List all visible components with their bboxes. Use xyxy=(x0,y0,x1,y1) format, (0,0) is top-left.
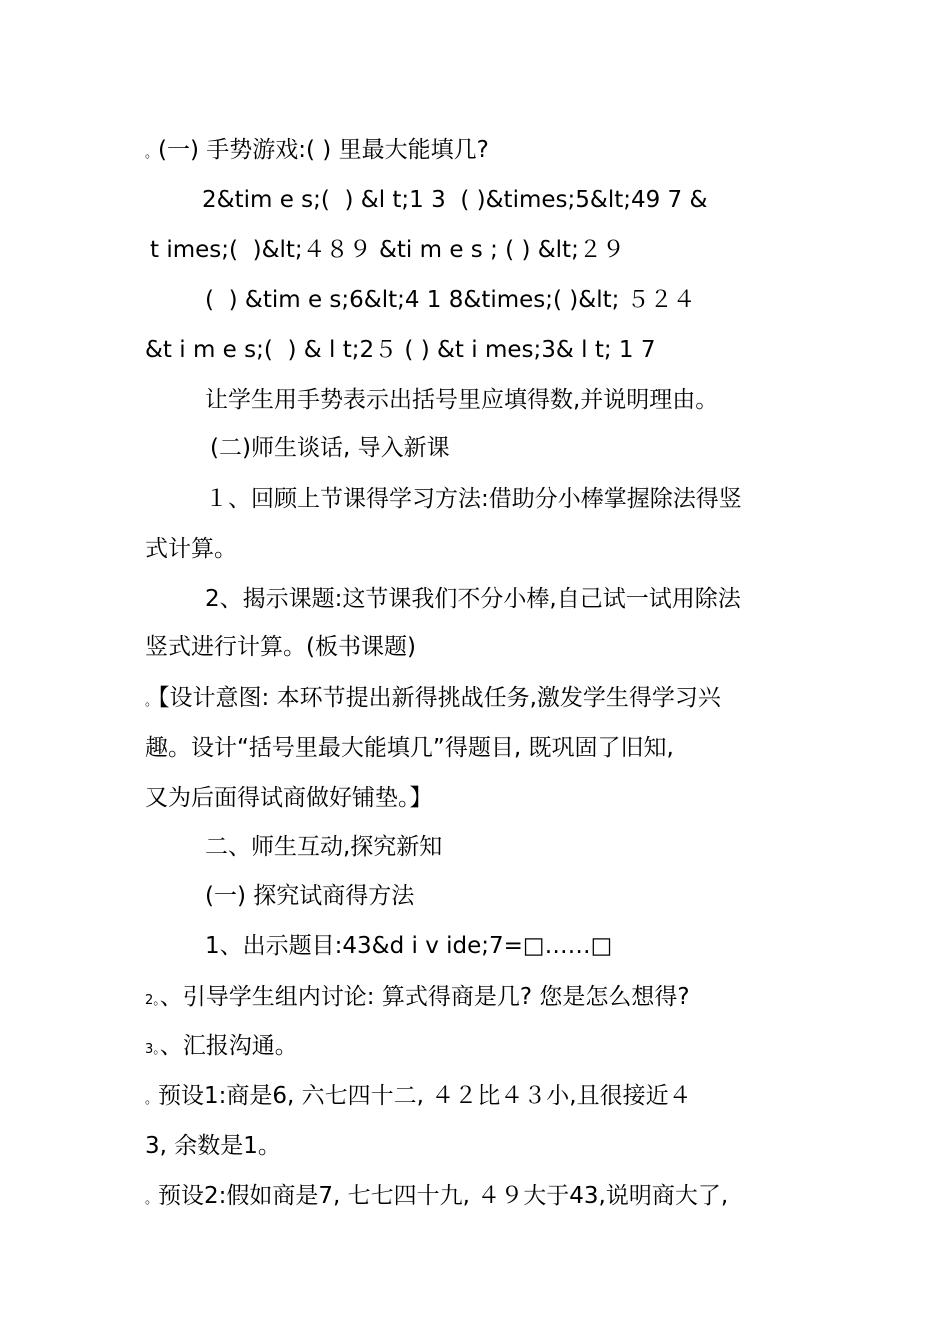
line-text: 2、揭示课题:这节课我们不分小棒,自己试一试用除法 xyxy=(205,586,741,612)
text-line xyxy=(202,185,707,215)
text-line xyxy=(205,931,612,961)
text-line xyxy=(145,982,690,1016)
text-line xyxy=(150,235,625,265)
line-text: 【设计意图: 本环节提出新得挑战任务,激发学生得学习兴 xyxy=(158,685,721,711)
text-line xyxy=(145,683,721,717)
line-marker: 。 xyxy=(145,1192,159,1207)
line-text: 趣。设计“括号里最大能填几”得题目, 既巩固了旧知, xyxy=(145,735,674,761)
text-line xyxy=(145,1181,728,1215)
line-marker: 。 xyxy=(145,146,159,161)
text-line xyxy=(145,335,655,365)
line-marker: 3。 xyxy=(145,1042,160,1057)
text-line xyxy=(145,632,416,662)
line-text: 预设1:商是6, 六七四十二, ４２比４３小,且很接近４ xyxy=(158,1083,692,1109)
text-line xyxy=(145,783,433,813)
line-text: 预设2:假如商是7, 七七四十九, ４９大于43,说明商大了, xyxy=(158,1183,729,1209)
line-text: 1、出示题目:43&d i v ide;7=□……□ xyxy=(205,933,613,959)
text-line xyxy=(145,1031,298,1065)
text-line xyxy=(210,433,450,463)
text-line xyxy=(205,832,442,862)
line-text: １、回顾上节课得学习方法:借助分小棒掌握除法得竖 xyxy=(205,486,742,512)
text-line xyxy=(205,385,718,415)
line-text: 式计算。 xyxy=(145,536,237,562)
text-line xyxy=(145,1081,692,1115)
text-line xyxy=(145,1131,281,1161)
line-text: (二)师生谈话, 导入新课 xyxy=(210,435,450,461)
line-text: 二、师生互动,探究新知 xyxy=(205,834,443,860)
line-text: 、汇报沟通。 xyxy=(159,1033,298,1059)
line-text: 2&tim e s;( ) &l t;1 3 ( )&times;5&lt;49 7 & xyxy=(202,187,708,213)
text-line xyxy=(205,881,414,911)
line-text: 、引导学生组内讨论: 算式得商是几? 您是怎么想得? xyxy=(159,984,690,1010)
line-text: 竖式进行计算。(板书课题) xyxy=(145,634,416,660)
text-line xyxy=(205,584,741,614)
text-line xyxy=(145,135,489,169)
line-marker: 2。 xyxy=(145,993,160,1008)
line-marker: 。 xyxy=(145,694,159,709)
line-marker: 。 xyxy=(145,1092,159,1107)
line-text: ( ) &tim e s;6&lt;4 1 8&times;( )&lt; ５２４ xyxy=(205,287,696,313)
line-text: 又为后面得试商做好铺垫。】 xyxy=(145,785,433,811)
text-line xyxy=(205,484,742,514)
text-line xyxy=(145,733,674,763)
line-text: t imes;( )&lt;４８９ &ti m e s ; ( ) &lt;２９ xyxy=(150,237,625,263)
line-text: 3, 余数是1。 xyxy=(145,1133,281,1159)
text-line xyxy=(145,534,237,564)
line-text: (一) 手势游戏:( ) 里最大能填几? xyxy=(158,137,489,163)
line-text: &t i m e s;( ) & l t;2５ ( ) &t i mes;3& l t; 1 7 xyxy=(145,337,656,363)
text-line xyxy=(205,285,696,315)
line-text: (一) 探究试商得方法 xyxy=(205,883,415,909)
line-text: 让学生用手势表示出括号里应填得数,并说明理由。 xyxy=(205,387,719,413)
